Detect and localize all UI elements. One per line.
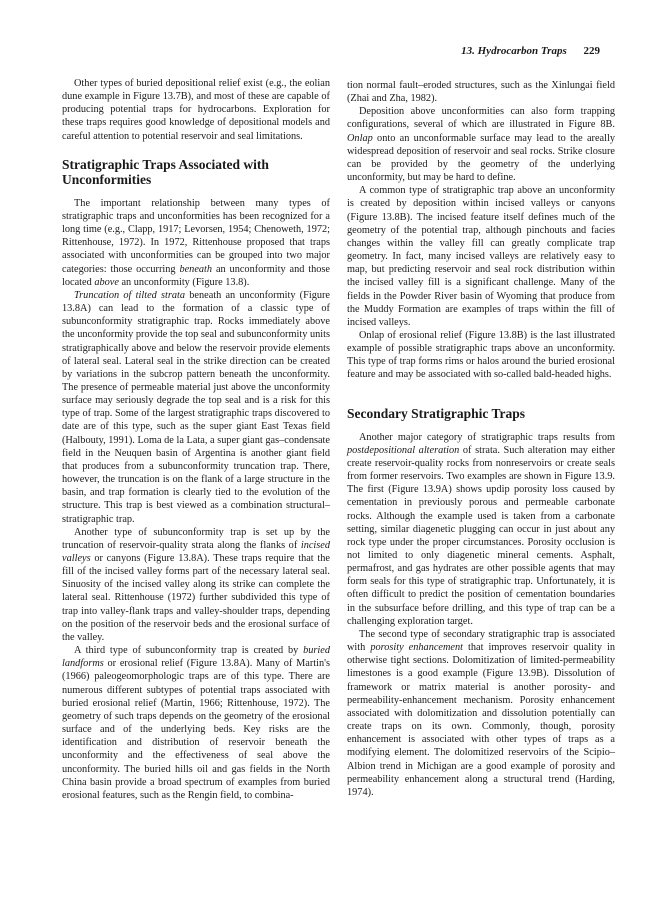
- paragraph: The second type of secondary stratigraphic trap is associated with porosity enhancement that improves reservoir quality in otherwise tight sections. Dolomitization of limited-permeability limestones is a good example (Figure 13.9B). Dissolution of framework or matrix material is another porosity- and permeability-enhancement mechanism. Porosity enhancement associated with dolomitization and dissolution potentially can create traps on its own. Commonly, though, porosity enhancement is associated with other types of traps as a modifying element. The dolomitized reservoirs of the Scipio–Albion trend in Michigan are a good example of porosity and permeability enhancement along a structural trend (Harding, 1974).: [347, 628, 615, 798]
- right-column: [347, 79, 615, 799]
- left-column: [62, 77, 330, 802]
- paragraph: Another type of subunconformity trap is set up by the truncation of reservoir-quality strata along the flanks of incised valleys or canyons (Figure 13.8A). These traps require that the fill of the incised valley forms part of the necessary lateral seal. Sinuosity of the incised valley along its strike can complete the lateral seal. Rittenhouse (1972) further subdivided this type of trap into valley-flank traps and valley-shoulder traps, depending on the position of the reservoir beds and the erosional surface of the valley.: [62, 526, 330, 643]
- paragraph: Other types of buried depositional relief exist (e.g., the eolian dune example in Figure 13.7B), and most of these are capable of producing potential traps for hydrocarbons. Exploration for these traps requires good knowledge of depositional models and careful attention to potential reservoir and seal limitations.: [62, 78, 330, 142]
- chapter-title: 13. Hydrocarbon Traps: [461, 45, 567, 57]
- section-heading: Stratigraphic Traps Associated with Unconformities: [62, 156, 269, 187]
- page-number: 229: [583, 45, 600, 57]
- paragraph: The important relationship between many types of stratigraphic traps and unconformities has been recognized for a long time (e.g., Clapp, 1917; Levorsen, 1954; Chenoweth, 1972; Rittenhouse, 1972). In 1972, Rittenhouse proposed that traps associated with unconformities can be grouped into two major categories: those occurring beneath an unconformity and those located above an unconformity (Figure 13.8).: [62, 197, 330, 288]
- paragraph: tion normal fault–eroded structures, such as the Xinlungai field (Zhai and Zha, 1982).: [347, 80, 615, 105]
- paragraph: Onlap of erosional relief (Figure 13.8B) is the last illustrated example of possible stratigraphic traps above an unconformity. This type of trap forms rims or halos around the buried erosional feature and may be associated with so-called bald-headed highs.: [347, 329, 615, 381]
- paragraph: Truncation of tilted strata beneath an unconformity (Figure 13.8A) can lead to the formation of a classic type of subunconformity stratigraphic trap. Rocks immediately above the unconformity provide the top seal and subunconformity units stratigraphically above and below the reservoir provide elements of lateral seal. Lateral seal in the strike direction can be created by variations in the subcrop pattern beneath the unconformity. The presence of permeable material just above the unconformity surface may seriously degrade the top seal and is a risk for this type of trap. Some of the largest stratigraphic traps discovered to date are of this type, such as the super giant East Texas field (Halbouty, 1991). Loma de la Lata, a super giant gas–condensate field in the Neuquen basin of Argentina is another giant field that produces from a subunconformity truncation trap. There, however, the truncation is on the flank of a large structure in the basin, and trap formation is clearly tied to the evolution of the structure. This trap is best viewed as a combination structural–stratigraphic trap.: [62, 289, 330, 525]
- paragraph: A common type of stratigraphic trap above an unconformity is created by deposition within incised valleys or canyons (Figure 13.8B). The incised feature itself defines much of the geometry of the potential trap, although pinchouts and facies changes within the valley fill can greatly complicate trap geometry. In fact, many incised valleys are relatively easy to map, but predicting reservoir and seal rock distribution within the incised valley fill is a significant challenge. Many of the fields in the Powder River basin of Wyoming that produce from the Muddy Formation are examples of traps within the fill of incised valleys.: [347, 185, 615, 328]
- paragraph: A third type of subunconformity trap is created by buried landforms or erosional relief (Figure 13.8A). Many of Martin's (1966) paleogeomorphologic traps are of this type. There are numerous different subtypes of potential traps associated with buried erosional relief (Martin, 1966; Rittenhouse, 1972). The geometry of such traps depends on the geometry of the erosional surface and of the underlying beds. Key risks are the identification and distribution of reservoir beneath the unconformity and the effectiveness of seal above the unconformity. The buried hills oil and gas fields in the North China basin provide a broad spectrum of examples from buried erosional features, such as the Rengin field, to combina-: [62, 645, 330, 801]
- paragraph: Deposition above unconformities can also form trapping configurations, several of which are illustrated in Figure 8B. Onlap onto an unconformable surface may lead to the areally widespread deposition of reservoir and seal rocks. Strike closure can be provided by the geometry of the underlying unconformity, but may be hard to define.: [347, 106, 615, 184]
- running-head: [461, 45, 600, 57]
- paragraph: Another major category of stratigraphic traps results from postdepositional alteration of strata. Such alteration may either create reservoir-quality rocks from nonreservoirs or create seals from former reservoirs. Two examples are shown in Figure 13.9. The first (Figure 13.9A) shows updip porosity loss caused by cementation in previously porous and permeable carbonate rocks. Although the example used is taken from a carbonate setting, similar diagenetic plugging can occur in just about any rock type under the proper circumstances. Porosity occlusion is not limited to only diagenetic mineral cements. Asphalt, permafrost, and gas hydrates are other possible agents that may form seals for this type of stratigraphic trap. Unfortunately, it is often difficult to predict the position of cementation boundaries in the subsurface before drilling, and this type of trap can be a challenging exploration target.: [347, 431, 615, 627]
- section-heading: Secondary Stratigraphic Traps: [347, 405, 526, 421]
